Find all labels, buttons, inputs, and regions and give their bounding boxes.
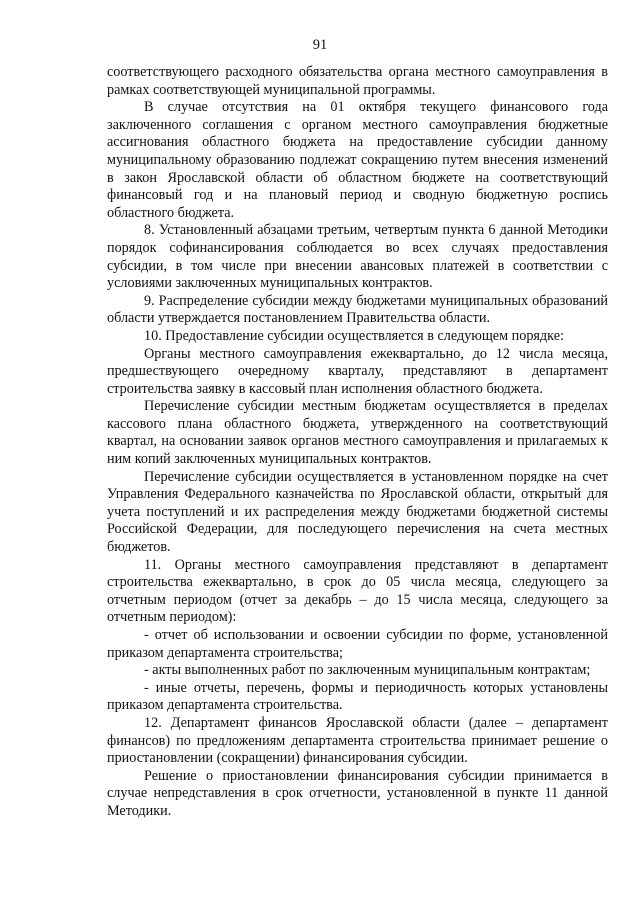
paragraph-transfer-limits: Перечисление субсидии местным бюджетам осуществляется в пределах кассового плана областного бюджета, утвержденного на соответствующий квартал, на основании заявок органов местного самоуправления и прилагаемых к ним копий заключенных муниципальных контрактов. bbox=[107, 398, 608, 468]
list-item-other-reports: - иные отчеты, перечень, формы и периодичность которых установлены приказом департамента строительства. bbox=[107, 679, 608, 714]
paragraph-agreement-absence: В случае отсутствия на 01 октября текущего финансового года заключенного соглашения с органом местного самоуправления бюджетные ассигнования областного бюджета на предоставление субсидии данному муниципальному образованию подлежат сокращению путем внесения изменений в закон Ярославской области об областном бюджете на соответствующий финансовый год и на плановый период и сводную бюджетную роспись областного бюджета. bbox=[107, 99, 608, 221]
paragraph-item-8: 8. Установленный абзацами третьим, четвертым пункта 6 данной Методики порядок софинансирования соблюдается во всех случаях предоставления субсидии, в том числе при внесении авансовых платежей в соответствии с условиями заключенных муниципальных контрактов. bbox=[107, 222, 608, 292]
page-number: 91 bbox=[312, 37, 328, 53]
list-item-usage-report: - отчет об использовании и освоении субсидии по форме, установленной приказом департамента строительства; bbox=[107, 627, 608, 661]
paragraph-item-11: 11. Органы местного самоуправления представляют в департамент строительства ежеквартально, в срок до 05 числа месяца, следующего за отчетным периодом (отчет за декабрь – до 15 числа месяца, следующего за отчетным периодом): bbox=[107, 556, 608, 626]
paragraph-suspension-decision: Решение о приостановлении финансирования субсидии принимается в случае непредставления в срок отчетности, установленной в пункте 11 данной Методики. bbox=[107, 767, 608, 819]
paragraph-treasury-account: Перечисление субсидии осуществляется в установленном порядке на счет Управления Федерального казначейства по Ярославской области, открытый для учета поступлений и их распределения между бюджетами бюджетной системы Российской Федерации, для последующего перечисления на счета местных бюджетов. bbox=[107, 468, 608, 556]
paragraph-quarterly-request: Органы местного самоуправления ежеквартально, до 12 числа месяца, предшествующего очередному кварталу, представляют в департамент строительства заявку в кассовый план исполнения областного бюджета. bbox=[107, 345, 608, 397]
document-body bbox=[107, 64, 608, 821]
paragraph-continuation: соответствующего расходного обязательства органа местного самоуправления в рамках соответствующей муниципальной программы. bbox=[107, 64, 608, 98]
paragraph-item-10: 10. Предоставление субсидии осуществляется в следующем порядке: bbox=[144, 327, 564, 344]
list-item-work-acts: - акты выполненных работ по заключенным муниципальным контрактам; bbox=[144, 662, 591, 679]
paragraph-item-12: 12. Департамент финансов Ярославской области (далее – департамент финансов) по предложениям департамента строительства принимает решение о приостановлении (сокращении) финансирования субсидии. bbox=[107, 714, 608, 767]
paragraph-item-9: 9. Распределение субсидии между бюджетами муниципальных образований области утверждается постановлением Правительства области. bbox=[107, 292, 608, 327]
